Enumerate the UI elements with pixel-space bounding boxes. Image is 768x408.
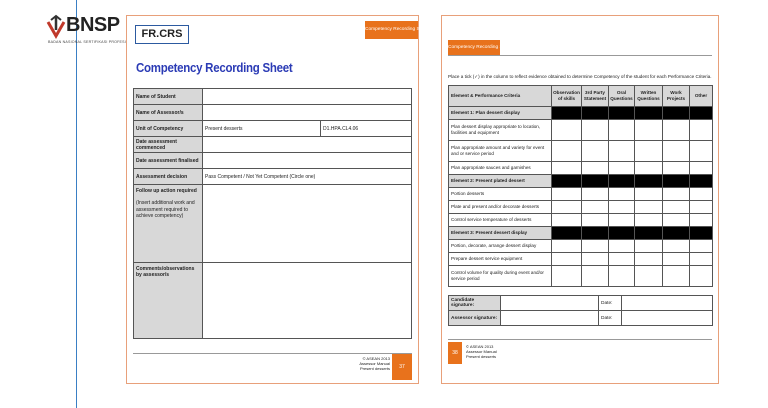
criteria-row	[449, 188, 713, 201]
header-divider	[448, 55, 712, 56]
element-name: Element 2: Present plated dessert	[449, 175, 552, 188]
tick-cell[interactable]	[582, 214, 609, 227]
row-label: Assessment decision	[134, 169, 203, 185]
table-row	[134, 137, 412, 153]
vertical-guide-line	[76, 0, 77, 408]
column-header: Work Projects	[663, 86, 690, 107]
instruction-text: Place a tick (✓) in the column to reflect evidence obtained to determine Competency of the student for each Performance Criteria.	[448, 74, 712, 79]
table-header-row	[449, 86, 713, 107]
left-page	[126, 15, 429, 384]
row-label: Follow up action required	[136, 188, 197, 194]
right-page	[441, 15, 719, 384]
header-tag: Competency Recording Sheet	[365, 21, 418, 39]
table-row	[134, 121, 412, 137]
criteria-text: Plan appropriate sauces and garnishes	[449, 162, 552, 175]
tick-cell[interactable]	[582, 141, 609, 162]
tick-cell[interactable]	[552, 214, 582, 227]
assessment-decision-value: Pass Competent / Not Yet Competent (Circle one)	[203, 169, 412, 185]
element-name: Element 3: Present dessert display	[449, 227, 552, 240]
tick-cell[interactable]	[582, 188, 609, 201]
tick-cell[interactable]	[663, 188, 690, 201]
assessor-name-field[interactable]	[203, 105, 412, 121]
table-row	[134, 153, 412, 169]
tick-cell[interactable]	[663, 141, 690, 162]
signature-label: Candidate signature:	[449, 296, 501, 311]
element-row	[449, 175, 713, 188]
signature-label: Assessor signature:	[449, 311, 501, 326]
tick-cell[interactable]	[609, 253, 635, 266]
column-header: Observation of skills	[552, 86, 582, 107]
tick-cell[interactable]	[663, 201, 690, 214]
assessor-signature-field[interactable]	[501, 311, 599, 326]
date-label: Date:	[599, 296, 622, 311]
row-label: Unit of Competency	[134, 121, 203, 137]
tick-cell[interactable]	[663, 120, 690, 141]
tick-cell[interactable]	[609, 214, 635, 227]
footer-line: © ASEAN 2013	[362, 356, 390, 361]
tick-cell[interactable]	[690, 162, 713, 175]
date-label: Date:	[599, 311, 622, 326]
column-header: Other	[690, 86, 713, 107]
tick-cell[interactable]	[552, 240, 582, 253]
tick-cell[interactable]	[582, 240, 609, 253]
tick-cell[interactable]	[690, 120, 713, 141]
tick-cell[interactable]	[609, 188, 635, 201]
element-name: Element 1: Plan dessert display	[449, 107, 552, 120]
tick-cell[interactable]	[635, 266, 663, 287]
date-finalised-field[interactable]	[203, 153, 412, 169]
element-row	[449, 227, 713, 240]
recording-table	[133, 88, 412, 339]
tick-cell[interactable]	[635, 214, 663, 227]
tick-cell[interactable]	[609, 266, 635, 287]
tick-cell[interactable]	[635, 120, 663, 141]
criteria-row	[449, 201, 713, 214]
follow-up-field[interactable]	[203, 185, 412, 263]
criteria-row	[449, 214, 713, 227]
unit-code: D1.HPA.CL4.06	[321, 121, 412, 137]
criteria-text: Portion, decorate, arrange dessert display	[449, 240, 552, 253]
tick-cell[interactable]	[609, 141, 635, 162]
tick-cell[interactable]	[690, 253, 713, 266]
date-commenced-field[interactable]	[203, 137, 412, 153]
criteria-row	[449, 266, 713, 287]
bnsp-logo	[40, 12, 126, 48]
signature-row	[449, 296, 713, 311]
tick-cell[interactable]	[663, 266, 690, 287]
tick-cell[interactable]	[609, 162, 635, 175]
tick-cell[interactable]	[690, 266, 713, 287]
tick-cell[interactable]	[663, 240, 690, 253]
footer-line: © ASEAN 2013	[466, 344, 494, 349]
tick-cell[interactable]	[552, 188, 582, 201]
comments-field[interactable]	[203, 263, 412, 339]
tick-cell[interactable]	[635, 201, 663, 214]
tick-cell[interactable]	[609, 201, 635, 214]
tick-cell[interactable]	[635, 240, 663, 253]
tick-cell[interactable]	[690, 201, 713, 214]
footer-line: Present desserts	[466, 354, 497, 359]
bnsp-emblem-icon	[44, 14, 68, 40]
tick-cell[interactable]	[582, 201, 609, 214]
criteria-text: Plate and present and/or decorate desserts	[449, 201, 552, 214]
tick-cell[interactable]	[635, 162, 663, 175]
column-header: 3rd Party Statement	[582, 86, 609, 107]
logo-name: BNSP	[66, 14, 120, 36]
tick-cell[interactable]	[690, 214, 713, 227]
row-label: Date assessment commenced	[134, 137, 203, 153]
tick-cell[interactable]	[663, 214, 690, 227]
footer-line: Assessor Manual	[359, 361, 390, 366]
candidate-date-field[interactable]	[622, 296, 713, 311]
criteria-text: Plan appropriate amount and variety for event and or service period	[449, 141, 552, 162]
criteria-text: Prepare dessert service equipment	[449, 253, 552, 266]
tick-cell[interactable]	[552, 201, 582, 214]
page-title: Competency Recording Sheet	[136, 61, 293, 75]
footer-line: Present desserts	[359, 366, 390, 371]
tick-cell[interactable]	[609, 120, 635, 141]
table-row	[134, 89, 412, 105]
criteria-row	[449, 253, 713, 266]
footer-line: Assessor Manual	[466, 349, 497, 354]
tick-cell[interactable]	[552, 120, 582, 141]
tick-cell[interactable]	[582, 253, 609, 266]
tick-cell[interactable]	[552, 253, 582, 266]
criteria-text: Control service temperature of desserts	[449, 214, 552, 227]
criteria-text: Control volume for quality during event and/or service period	[449, 266, 552, 287]
row-label-block	[134, 185, 203, 263]
tick-cell[interactable]	[582, 120, 609, 141]
tick-cell[interactable]	[552, 162, 582, 175]
criteria-text: Plan dessert display appropriate to location, facilities and equipment	[449, 120, 552, 141]
tick-cell[interactable]	[690, 188, 713, 201]
criteria-row	[449, 240, 713, 253]
criteria-row	[449, 162, 713, 175]
tick-cell[interactable]	[635, 188, 663, 201]
column-header: Element & Performance Criteria	[449, 86, 552, 107]
row-note: (Insert additional work and assessment required to achieve competency)	[136, 200, 195, 219]
tick-cell[interactable]	[690, 141, 713, 162]
criteria-text: Portion desserts	[449, 188, 552, 201]
logo-subtitle: BADAN NASIONAL SERTIFIKASI PROFESI	[48, 40, 126, 44]
assessor-date-field[interactable]	[622, 311, 713, 326]
page-number: 37	[392, 354, 412, 380]
form-code: FR.CRS	[135, 25, 189, 44]
header-tag: Competency Recording Sheet	[448, 40, 500, 56]
element-row	[449, 107, 713, 120]
tick-cell[interactable]	[635, 141, 663, 162]
unit-value: Present desserts	[203, 121, 321, 137]
column-header: Written Questions	[635, 86, 663, 107]
tick-cell[interactable]	[609, 240, 635, 253]
student-name-field[interactable]	[203, 89, 412, 105]
footer-divider	[448, 339, 712, 340]
row-label: Name of Assessor/s	[134, 105, 203, 121]
table-row	[134, 263, 412, 339]
footer-divider	[133, 353, 412, 354]
row-label: Comments/observations by assessor/s	[134, 263, 203, 339]
table-row	[134, 185, 412, 263]
column-header: Oral Questions	[609, 86, 635, 107]
criteria-row	[449, 141, 713, 162]
tick-cell[interactable]	[690, 240, 713, 253]
row-label: Date assessment finalised	[134, 153, 203, 169]
table-row	[134, 169, 412, 185]
criteria-row	[449, 120, 713, 141]
table-row	[134, 105, 412, 121]
tick-cell[interactable]	[582, 266, 609, 287]
candidate-signature-field[interactable]	[501, 296, 599, 311]
signature-row	[449, 311, 713, 326]
footer-text	[466, 344, 497, 359]
criteria-table	[448, 85, 713, 287]
tick-cell[interactable]	[663, 253, 690, 266]
tick-cell[interactable]	[582, 162, 609, 175]
tick-cell[interactable]	[635, 253, 663, 266]
row-label: Name of Student	[134, 89, 203, 105]
tick-cell[interactable]	[663, 162, 690, 175]
page-number: 38	[448, 342, 462, 364]
signature-table	[448, 295, 713, 326]
footer-text	[359, 356, 390, 371]
tick-cell[interactable]	[552, 141, 582, 162]
tick-cell[interactable]	[552, 266, 582, 287]
